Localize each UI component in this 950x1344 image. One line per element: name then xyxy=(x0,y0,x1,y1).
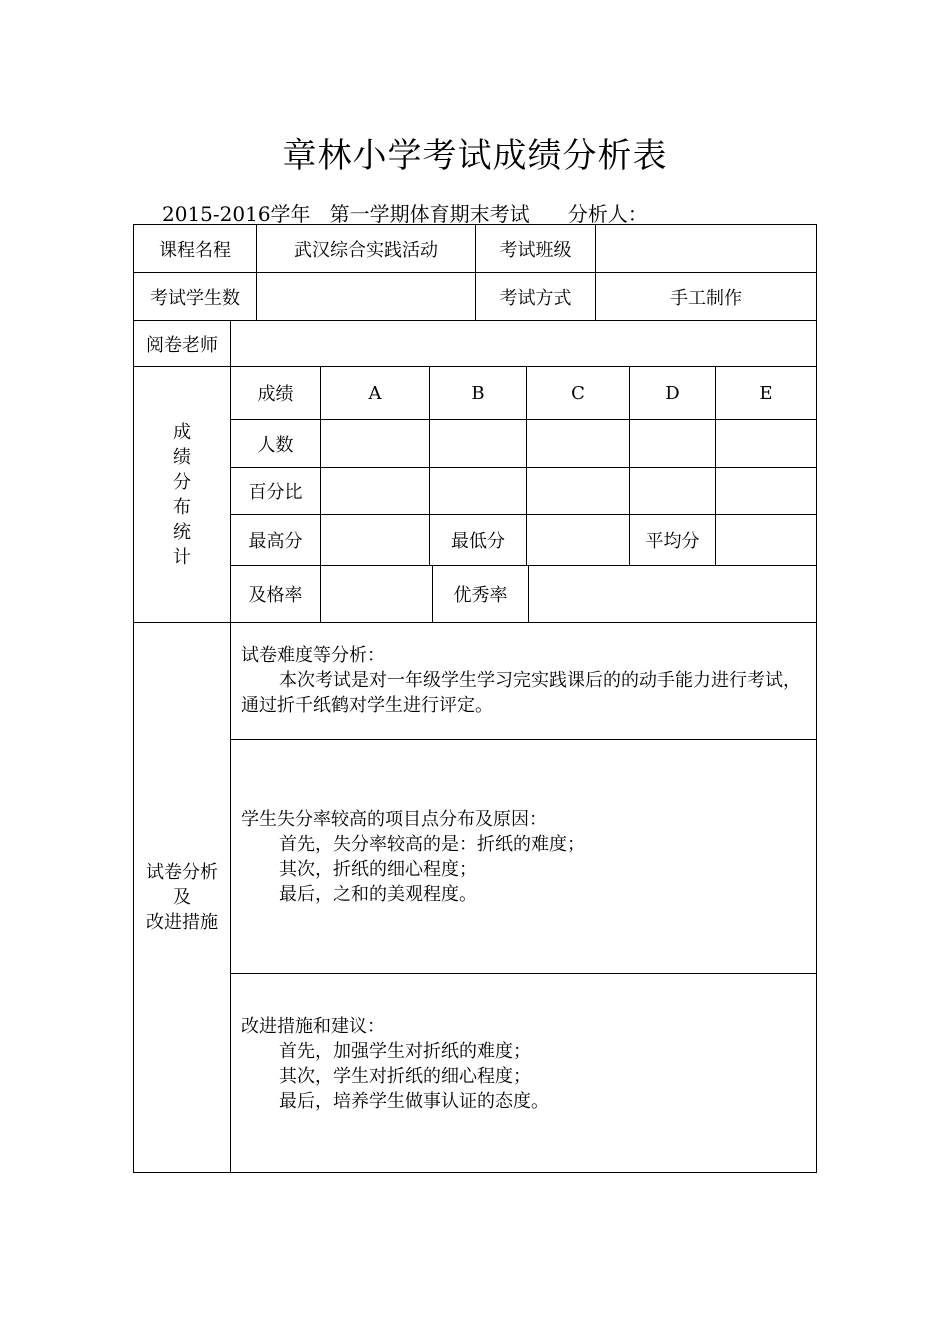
loss-item: 最后，之和的美观程度。 xyxy=(279,884,477,905)
count-e-cell xyxy=(715,419,817,468)
min-score-label: 最低分 xyxy=(429,514,527,566)
course-name-value: 武汉综合实践活动 xyxy=(256,224,476,273)
page-title: 章林小学考试成绩分析表 xyxy=(282,136,668,176)
max-score-value xyxy=(320,514,430,566)
improvement-block xyxy=(230,973,817,1173)
student-count-label: 考试学生数 xyxy=(133,272,257,321)
course-name-label: 课程名程 xyxy=(133,224,257,273)
section-char: 布 xyxy=(173,496,191,518)
improve-item: 最后，培养学生做事认证的态度。 xyxy=(279,1091,549,1112)
grade-a: A xyxy=(320,366,430,420)
exam-class-label: 考试班级 xyxy=(475,224,596,273)
percent-b-cell xyxy=(429,467,527,515)
percent-c-cell xyxy=(526,467,630,515)
exam-class-value xyxy=(595,224,817,273)
loss-item: 首先，失分率较高的是：折纸的难度； xyxy=(279,834,585,855)
analysis-section-label xyxy=(133,622,231,1173)
section-line: 试卷分析 xyxy=(146,862,218,883)
count-b-cell xyxy=(429,419,527,468)
section-char: 计 xyxy=(173,546,191,568)
difficulty-analysis-block xyxy=(230,622,817,740)
excellent-rate-value xyxy=(528,565,817,623)
improve-heading: 改进措施和建议： xyxy=(241,1016,385,1037)
min-score-value xyxy=(526,514,630,566)
percent-label: 百分比 xyxy=(230,467,321,515)
section-line: 改进措施 xyxy=(146,912,218,933)
grade-c: C xyxy=(526,366,630,420)
loss-analysis-block xyxy=(230,739,817,974)
avg-score-value xyxy=(715,514,817,566)
analyst-label: 分析人： xyxy=(567,202,648,226)
count-a-cell xyxy=(320,419,430,468)
difficulty-text: 本次考试是对一年级学生学习完实践课后的的动手能力进行考试，通过折千纸鹤对学生进行评定。 xyxy=(241,670,801,716)
pass-rate-label: 及格率 xyxy=(230,565,321,623)
grade-distribution-section-label xyxy=(133,366,231,623)
max-score-label: 最高分 xyxy=(230,514,321,566)
grade-header-label: 成绩 xyxy=(230,366,321,420)
exam-method-value: 手工制作 xyxy=(595,272,817,321)
count-c-cell xyxy=(526,419,630,468)
grade-e: E xyxy=(715,366,817,420)
pass-rate-value xyxy=(320,565,433,623)
percent-a-cell xyxy=(320,467,430,515)
grade-b: B xyxy=(429,366,527,420)
school-year: 2015-2016学年 xyxy=(162,202,311,226)
section-char: 统 xyxy=(173,521,191,543)
count-d-cell xyxy=(629,419,716,468)
difficulty-heading: 试卷难度等分析： xyxy=(241,645,385,666)
loss-item: 其次，折纸的细心程度； xyxy=(279,859,477,880)
avg-score-label: 平均分 xyxy=(629,514,716,566)
section-char: 绩 xyxy=(173,446,191,468)
grading-teacher-label: 阅卷老师 xyxy=(133,320,231,367)
excellent-rate-label: 优秀率 xyxy=(432,565,529,623)
section-line: 及 xyxy=(173,887,191,908)
section-char: 成 xyxy=(173,421,191,443)
grade-d: D xyxy=(629,366,716,420)
grading-teacher-value xyxy=(230,320,817,367)
exam-method-label: 考试方式 xyxy=(475,272,596,321)
exam-meta-line xyxy=(162,198,648,227)
student-count-value xyxy=(256,272,476,321)
percent-d-cell xyxy=(629,467,716,515)
section-char: 分 xyxy=(173,471,191,493)
improve-item: 首先，加强学生对折纸的难度； xyxy=(279,1041,531,1062)
improve-item: 其次，学生对折纸的细心程度； xyxy=(279,1066,531,1087)
loss-heading: 学生失分率较高的项目点分布及原因： xyxy=(241,809,547,830)
count-label: 人数 xyxy=(230,419,321,468)
exam-term: 第一学期体育期末考试 xyxy=(329,202,530,226)
percent-e-cell xyxy=(715,467,817,515)
